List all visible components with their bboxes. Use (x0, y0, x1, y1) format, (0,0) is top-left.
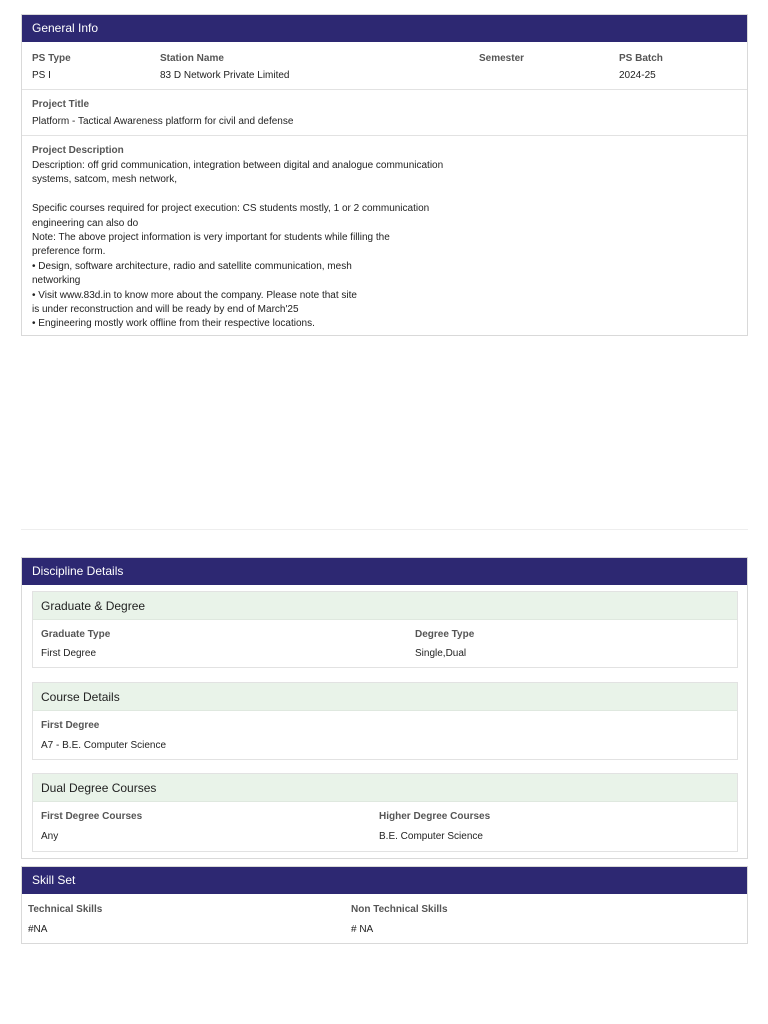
description-line: • Visit www.83d.in to know more about the company. Please note that site (32, 289, 357, 301)
graduate-type-label: Graduate Type (41, 629, 111, 640)
project-description-label: Project Description (32, 145, 124, 156)
project-title-label: Project Title (32, 99, 90, 110)
station-name-label: Station Name (160, 53, 224, 64)
technical-skills-label: Technical Skills (28, 904, 103, 915)
general-info-card (21, 14, 748, 336)
description-line: • Engineering mostly work offline from their respective locations. (32, 318, 315, 330)
section-divider (21, 529, 748, 530)
project-title-value: Platform - Tactical Awareness platform for civil and defense (32, 116, 294, 127)
ps-batch-label: PS Batch (619, 53, 663, 64)
description-line: Note: The above project information is very important for students while filling the (32, 231, 390, 243)
graduate-type-value: First Degree (41, 648, 97, 659)
divider (22, 89, 747, 90)
graduate-degree-panel (32, 591, 738, 668)
divider (22, 135, 747, 136)
ps-batch-value: 2024-25 (619, 70, 656, 81)
course-details-panel (32, 682, 738, 760)
first-degree-courses-label: First Degree Courses (41, 811, 143, 822)
ps-type-value: PS I (32, 70, 51, 81)
non-technical-skills-value: # NA (351, 924, 374, 935)
station-name-value: 83 D Network Private Limited (160, 70, 290, 81)
ps-type-label: PS Type (32, 53, 71, 64)
dual-degree-panel (32, 773, 738, 852)
first-degree-courses-value: Any (41, 831, 59, 842)
general-info-header: General Info (22, 15, 747, 42)
skill-set-header: Skill Set (22, 867, 747, 894)
discipline-details-card (21, 557, 748, 859)
graduate-degree-header: Graduate & Degree (33, 592, 737, 620)
first-degree-label: First Degree (41, 720, 100, 731)
higher-degree-courses-label: Higher Degree Courses (379, 811, 491, 822)
discipline-details-header: Discipline Details (22, 558, 747, 585)
first-degree-value: A7 - B.E. Computer Science (41, 740, 167, 751)
higher-degree-courses-value: B.E. Computer Science (379, 831, 483, 842)
description-line: • Design, software architecture, radio and satellite communication, mesh (32, 260, 352, 272)
degree-type-label: Degree Type (415, 629, 475, 640)
semester-label: Semester (479, 53, 525, 64)
description-line: Specific courses required for project execution: CS students mostly, 1 or 2 communication (32, 203, 430, 215)
description-line: systems, satcom, mesh network, (32, 174, 178, 186)
course-details-header: Course Details (33, 683, 737, 711)
description-line (32, 188, 732, 202)
degree-type-value: Single,Dual (415, 648, 467, 659)
description-line: networking (32, 275, 81, 287)
non-technical-skills-label: Non Technical Skills (351, 904, 448, 915)
description-line: preference form. (32, 246, 106, 258)
project-description-text (32, 159, 732, 332)
description-line: engineering can also do (32, 217, 139, 229)
skill-set-card (21, 866, 748, 944)
dual-degree-header: Dual Degree Courses (33, 774, 737, 802)
technical-skills-value: #NA (28, 924, 48, 935)
description-line: Description: off grid communication, integration between digital and analogue communication (32, 160, 444, 171)
description-line: is under reconstruction and will be ready by end of March'25 (32, 303, 299, 315)
